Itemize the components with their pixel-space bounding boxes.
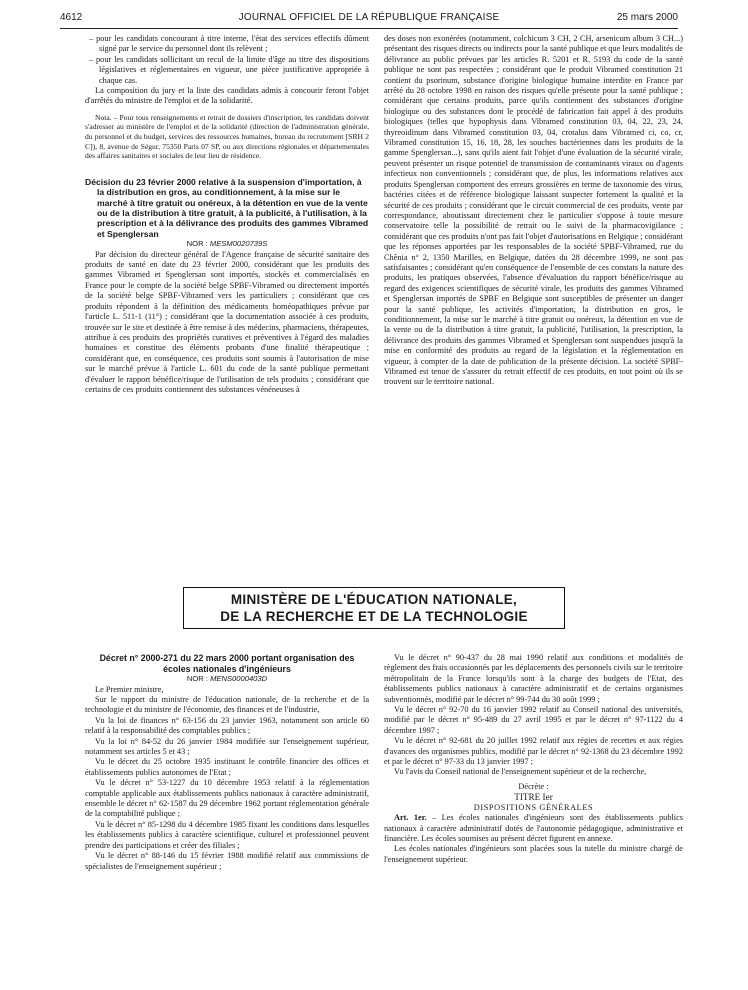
nor-code: MENS0000403D (210, 674, 268, 684)
dispositions-heading: DISPOSITIONS GÉNÉRALES (473, 802, 594, 812)
visa-paragraph: Vu l'avis du Conseil national de l'enseignement supérieur et de la recherche, (394, 767, 647, 777)
visa-paragraph: Vu le décret n° 85-1298 du 4 décembre 1985 fixant les conditions dans lesquelles les établissements publics à caractère scientifique, culturel et professionnel peuvent prendre des participations et créer des filiales ; (85, 819, 369, 850)
ministry-heading-box (183, 587, 565, 629)
ministry-line-1: MINISTÈRE DE L'ÉDUCATION NATIONALE, (230, 592, 518, 607)
decret-title: Décret n° 2000-271 du 22 mars 2000 portant organisation des écoles nationales d'ingénieurs (99, 653, 355, 674)
decrete: Décrète : (518, 781, 549, 791)
titre-heading: TITRE Ier (514, 792, 553, 803)
bullet-internal-candidates: – pour les candidats concourant à titre interne, l'état des services effectifs dûment signé par le service du personnel dont ils relèvent ; (89, 34, 369, 54)
ministry-line-2: DE LA RECHERCHE ET DE LA TECHNOLOGIE (220, 609, 528, 624)
decision-nor (85, 239, 369, 249)
visa-paragraph: Sur le rapport du ministre de l'éducation nationale, de la recherche et de la technologie et du ministre de l'économie, des finances et de l'industrie, (85, 695, 369, 715)
journal-title: JOURNAL OFFICIEL DE LA RÉPUBLIQUE FRANÇAISE (238, 12, 500, 23)
issue-date: 25 mars 2000 (616, 12, 678, 23)
visa-paragraph: Vu le décret n° 92-70 du 16 janvier 1992 relatif au Conseil national des universités, modifié par le décret n° 95-489 du 27 avril 1995 et par le décret n° 97-1122 du 4 décembre 1997 ; (384, 705, 683, 735)
header-rule (60, 28, 678, 29)
upper-right-column (384, 34, 683, 388)
visa-paragraph: Vu le décret du 25 octobre 1935 instituant le contrôle financier des offices et établissements publics autonomes de l'Etat ; (85, 757, 369, 777)
nor-label: NOR : (186, 674, 208, 684)
decision-body-left: Par décision du directeur général de l'Agence française de sécurité sanitaire des produits de santé en date du 23 février 2000, considérant que les produits des gammes Vibramed et Spenglersan sont importés, stockés et commercialisés en France pour le compte de la société belge SPBF-Vibramed ou directement importés de la société belge SPBF-Vibramed vers les particuliers ; considérant que ces produits répondent à la définition des médicaments homéopathiques prévue par l'article L. 511-1 (11°) ; considérant que la documentation associée à ces produits, trouvée sur le site et destinée à être remise à des médecins, pharmaciens, thérapeutes, attribue à ces produits des propriétés curatives et préventives à l'égard des maladies humaines et constitue des éléments probants d'une finalité thérapeutique ; considérant que, en conséquence, ces produits sont soumis à l'autorisation de mise sur le marché prévue à l'article L. 601 du code de la santé publique permettant d'évaluer le rapport bénéfice/risque de l'utilisation de tels produits ; considérant que certains de ces produits contiennent des substances vénéneuses à (85, 249, 369, 394)
jury-paragraph: La composition du jury et la liste des candidats admis à concourir feront l'objet d'arrêtés du ministre de l'emploi et de la solidarité. (85, 86, 369, 106)
upper-left-column (85, 34, 369, 395)
nota-paragraph: Nota. – Pour tous renseignements et retrait de dossiers d'inscription, les candidats doivent s'adresser au ministère de l'emploi et de la solidarité (direction de l'administration générale, du personnel et du budget, services des ressources humaines, bureau du recrutement [SRH 2 C]), 8, avenue de Ségur, 75350 Paris 07 SP, ou aux directions régionales et départementales des affaires sanitaires et sociales de leur lieu de résidence. (85, 112, 369, 161)
visa-paragraph: Vu la loi n° 84-52 du 26 janvier 1984 modifiée sur l'enseignement supérieur, notamment ses articles 5 et 43 ; (85, 736, 369, 757)
lower-left-column (85, 653, 369, 872)
bullet-age-limit: – pour les candidats sollicitant un recul de la limite d'âge au titre des dispositions législatives et réglementaires en vigueur, une pièce justificative appropriée à chaque cas. (89, 54, 369, 85)
visa-paragraph: Vu le décret n° 90-437 du 28 mai 1990 relatif aux conditions et modalités de règlement des frais occasionnés par les déplacements des personnels civils sur le territoire métropolitain de la France lorsqu'ils sont à la charge des budgets de l'Etat, des établissements publics nationaux à caractère administratif et de certains organismes subventionnés, modifié par le décret n° 99-744 du 30 août 1999 ; (384, 653, 683, 704)
decision-body-right: des doses non exonérées (notamment, colchicum 3 CH, 2 CH, arsenicum album 3 CH...) présentant des risques directs ou indirects pour la santé publique et que leurs modalités de délivrance au public prévues par les articles R. 5201 et R. 5193 du code de la santé publique ne sont pas respectées ; considérant que le produit Vibramed constitution 21 contient du psorinum, substance d'origine biologique humaine interdite en France par arrêté du 28 octobre 1998 en raison des risques qu'elle présente pour la santé publique ; considérant que certains produits, parce qu'ils contiennent des substances d'origine biologique ou des substances dont le procédé de fabrication fait appel à des produits biologiques (telles que hypophysis dans Vibramed constitution 03, 04, 22, 23, 24, thyreoidinum dans Vibramed constitution 03, 04, crotalus dans Vibramed ci, co, cr, Vibramed constitution 15, 16, 18, 28, les souches bactériennes dans les produits de la gamme Spenglersan...), sans qu'ils aient fait l'objet d'une évaluation de la sécurité virale, peuvent présenter un risque potentiel de transmission de contaminants viraux ou d'agents infectieux non conventionnels ; considérant que, de plus, les informations relatives aux produits Spenglersan comportent des erreurs grossières en terme de taxonomie des virus, bactéries citées et de référence biologique laissant suspecter fortement la qualité et la sécurité de ces produits ; considérant que le circuit commercial de ces produits, vente par correspondance, aboutissant directement chez le particulier s'oppose à toute mesure conservatoire telle la possibilité de retrait ou le suivi de la pharmacovigilance ; considérant que ces produits n'ont pas fait l'objet d'autorisations en Belgique ; considérant que les réponses apportées par les responsables de la société SPBF-Vibramed, rue du Chênia n° 2, 1350 Marilles, en Belgique, datées du 28 décembre 1999, ne sont pas satisfaisantes ; considérant qu'en conséquence de l'ensemble de ces constats la nature des produits, les pratiques observées, l'absence d'évaluation du rapport bénéfice/risque au regard des exigences scientifiques de sécurité virale, les produits des gammes Vibramed et Spenglersan importés de SPBF en Belgique sont susceptibles de présenter un danger pour la santé publique, les activités d'importation, la distribution en gros, le conditionnement, la mise sur le marché à titre gratuit ou onéreux, la détention en vue de la vente ou de la distribution à titre gratuit, la publicité, l'utilisation, la prescription, la délivrance des produits des gammes Vibramed et Spenglersan sont suspendues jusqu'à la mise en conformité des produits au regard de la législation et la réglementation en vigueur, à compter de la date de publication de la présente décision. La société SPBF-Vibramed est tenue de s'assurer du retrait effectif de ces produits, en tout point où ils se trouvent sur le territoire national. (384, 34, 683, 387)
page-number: 4612 (60, 12, 83, 23)
visa-paragraph: Vu la loi de finances n° 63-156 du 23 janvier 1963, notamment son article 60 relatif à la responsabilité des comptables publics ; (85, 715, 369, 736)
visa-paragraph: Vu le décret n° 92-681 du 20 juillet 1992 relatif aux régies de recettes et aux régies d'avances des organismes publics, modifié par le décret n° 92-1368 du 23 décembre 1992 et par le décret n° 97-33 du 13 janvier 1997 ; (384, 736, 683, 767)
tutelle-paragraph: Les écoles nationales d'ingénieurs sont placées sous la tutelle du ministre chargé de l'enseignement supérieur. (384, 844, 683, 864)
lower-right-column (384, 653, 683, 865)
article-1-text: – Les écoles nationales d'ingénieurs sont des établissements publics nationaux à caractère administratif dotés de l'autonomie pédagogique, administrative et financière. Les écoles soumises au présent décret figurent en annexe. (384, 813, 683, 843)
nor-label: NOR : (186, 239, 208, 249)
nor-code: MESM0020739S (209, 239, 268, 249)
visa-paragraph: Le Premier ministre, (95, 684, 164, 694)
visa-paragraph: Vu le décret n° 88-146 du 15 février 1988 modifié relatif aux commissions de spécialistes de l'enseignement supérieur ; (85, 851, 369, 871)
visa-paragraph: Vu le décret n° 53-1227 du 10 décembre 1953 relatif à la réglementation comptable applicable aux établissements publics nationaux à caractère administratif, ensemble le décret n° 62-1587 du 29 décembre 1962 portant réglementation générale de la comptabilité publique ; (85, 778, 369, 819)
article-1-label: Art. 1er. (394, 813, 427, 823)
page-header (60, 12, 678, 26)
decision-title: Décision du 23 février 2000 relative à la suspension d'importation, à la distribution en gros, au conditionnement, à la mise sur le marché à titre gratuit ou onéreux, à la détention en vue de la vente ou de la distribution à titre gratuit, à la publicité, à l'utilisation, à la prescription et à la délivrance des produits des gammes Vibramed et Spenglersan (85, 176, 369, 239)
article-1 (384, 813, 683, 844)
decret-nor (85, 674, 369, 684)
